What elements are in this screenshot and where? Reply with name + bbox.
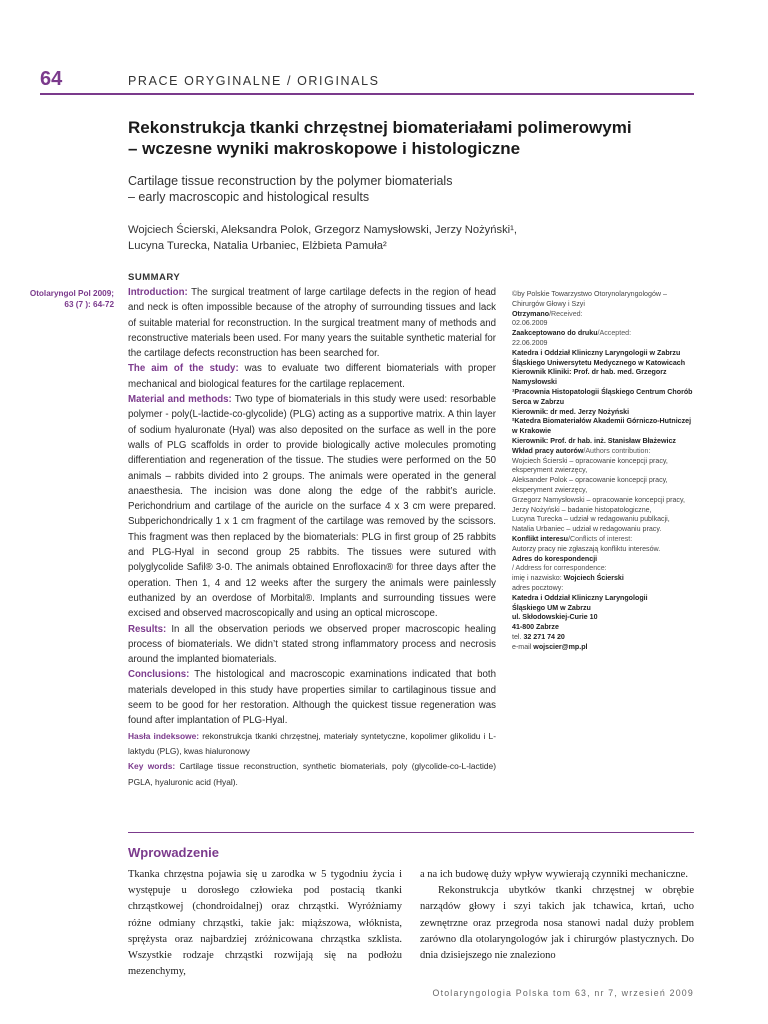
head-1: Kierownik Kliniki: Prof. dr hab. med. Grzegorz Namysłowski [512, 368, 667, 387]
keywords-pl [128, 729, 496, 760]
abstract-text: The surgical treatment of large cartilage defects in the region of head and neck is often impossible because of the atrophy of surrounding tissues and lack of suitable material for reconstruction. In the surgical treatment many of methods and reconstructive materials been used. For many years the suitable synthetic material for the cartilage defects reconstruction has been searched for. [128, 287, 496, 360]
accepted-label: Zaakceptowano do druku [512, 329, 598, 338]
accepted-label-en: /Accepted: [597, 329, 632, 338]
abstract-label: Material and methods: [128, 394, 232, 406]
conflict-text: Autorzy pracy nie zgłaszają konfliktu interesów. [512, 544, 661, 553]
journal-footer: Otolaryngologia Polska tom 63, nr 7, wrzesień 2009 [432, 988, 694, 998]
affiliation-2: ¹Pracownia Histopatologii Śląskiego Centrum Chorób Serca w Zabrzu [512, 387, 693, 406]
body-paragraph: a na ich budowę duży wpływ wywierają czynniki mechaniczne. [420, 869, 688, 880]
address-label-en: / Address for correspondence: [512, 564, 607, 573]
conflict-label: Konflikt interesu [512, 534, 568, 543]
body-paragraph: Tkanka chrzęstna pojawia się u zarodka w 5 tygodniu życia i występuje u dorosłego człowieka pod postacią tkanki chrząstkowej (chondroidalnej) oraz chrząstki. Wyróżniamy różne odmiany chrząstki, takie jak: miąższowa, włóknista, sprężysta oraz najbardziej zróżnicowana chrząstka szklista. Wszystkie rodzaje chrząstki rozwijają się na podłożu mezenchymy, [128, 869, 402, 978]
contribution-item: Aleksander Polok – opracowanie koncepcji pracy, eksperyment zwierzęcy, [512, 476, 668, 494]
citation-line-1: Otolaryngol Pol 2009; [29, 289, 114, 298]
citation [20, 288, 114, 310]
body-column-left [128, 867, 402, 980]
abstract-text: In all the observation periods we observed proper macroscopic healing process of biomaterials. We didn’t stated strong inflammatory process and necrosis around the implanted biomaterials. [128, 623, 496, 666]
authors-line-2: Lucyna Turecka, Natalia Urbaniec, Elżbieta Pamuła² [128, 240, 387, 252]
accepted [512, 329, 698, 339]
abstract-label: The aim of the study: [128, 363, 239, 375]
body-column-right [420, 867, 694, 964]
title-en-line-2: – early macroscopic and histological results [128, 190, 370, 204]
contrib-label: Wkład pracy autorów [512, 446, 584, 455]
keywords-en-text: Cartilage tissue reconstruction, synthetic biomaterials, poly (glycolide-co-L-lactide) PGLA, hyaluronic acid (Hyal). [128, 761, 496, 787]
abstract-label: Conclusions: [128, 669, 190, 681]
contribution-item: Natalia Urbaniec – udział w redagowaniu pracy. [512, 525, 662, 534]
affiliation-3: ²Katedra Biomateriałów Akademii Górniczo-Hutniczej w Krakowie [512, 417, 692, 436]
page-number: 64 [40, 68, 63, 90]
intro-heading: Wprowadzenie [128, 845, 220, 860]
abstract-aim [128, 361, 496, 392]
head-2: Kierownik: dr med. Jerzy Nożyński [512, 407, 630, 416]
abstract-results [128, 622, 496, 668]
email [512, 643, 698, 653]
abstract-text: Two type of biomaterials in this study were used: resorbable polymer - poly(L-lactide-co-glycolide) (PLG) acting as a supportive matrix. A thin layer of sodium hyaluronate (Hyal) was also deposited on the surface as well in the pore walls of PLG scaffolds in order to provide biologically active molecules promoting differentiation and regeneration of the tissue. The studies were performed on the 50 animals – rabbits divided into 2 groups. The animals were operated in the general anaesthesia. The incision was done along the edge of the rabbit’s auricle. Perichondrium and cartilage of the auricle on the surface 4 x 3 cm were prepared. Subperichondrically 1 x 1 cm fragment of the cartilage was removed by the scissors. This fragment was then replaced by the biomaterials: PLG in first group of 25 rabbits and PLG-Hyal in second group 25 rabbits. The tissues were sutured with polyglycolide Safil® 3-0. The animals obtained Enrofloxacin® for three days after the operation. Then 1, 4 and 12 weeks after the surgery the animals were painlessly euthanized by an overdose of Morbital®. Implants and surrounding tissues were excised and observed macroscopically and using an optical microscope. [128, 394, 496, 620]
address-line: ul. Skłodowskiej-Curie 10 [512, 613, 598, 622]
accepted-date: 22.06.2009 [512, 338, 548, 347]
keywords-pl-label: Hasła indeksowe: [128, 730, 200, 741]
abstract-label: Results: [128, 623, 167, 635]
abstract-divider [128, 832, 694, 833]
title-pl-line-1: Rekonstrukcja tkanki chrzęstnej biomateriałami polimerowymi [128, 118, 632, 137]
name-label: imię i nazwisko: [512, 574, 564, 583]
contributions-heading [512, 447, 698, 457]
article-title-pl [128, 117, 688, 159]
contrib-label-en: /Authors contribution: [583, 446, 651, 455]
abstract-introduction [128, 285, 496, 361]
header-rule [40, 93, 694, 95]
keywords-en-label: Key words: [128, 761, 176, 772]
abstract-text: The histological and macroscopic examinations indicated that both materials developed in this study have properties similar to cartilaginous tissue and seem to be good for her restoration. Although the quickest tissue regeneration was found after implantation of PLG-Hyal. [128, 669, 496, 727]
received-label: Otrzymano [512, 309, 550, 318]
email-address[interactable]: wojscier@mp.pl [533, 642, 588, 651]
keywords-en [128, 759, 496, 790]
address-label: Adres do korespondencji [512, 554, 598, 563]
article-info-sidebar [512, 290, 698, 652]
abstract-text: was to evaluate two different biomaterials with proper mechanical and biological features for the cartilage replacement. [128, 363, 496, 390]
received-date: 02.06.2009 [512, 319, 548, 328]
contribution-item: Lucyna Turecka – udział w redagowaniu publkacji, [512, 515, 670, 524]
correspondent-name: Wojciech Ścierski [563, 574, 624, 583]
phone-label: tel. [512, 632, 524, 641]
abstract-conclusions [128, 667, 496, 728]
email-label: e-mail [512, 642, 534, 651]
keywords-pl-text: rekonstrukcja tkanki chrzęstnej, materiały syntetyczne, kopolimer glikolidu i L-laktydu (PLG), kwas hialuronowy [128, 730, 496, 756]
address-line: 41-800 Zabrze [512, 623, 559, 632]
contribution-item: Wojciech Ścierski – opracowanie koncepcji pracy, eksperyment zwierzęcy, [512, 456, 668, 475]
article-title-en [128, 173, 688, 205]
citation-line-2: 63 (7 ): 64-72 [64, 300, 114, 309]
correspondent [512, 574, 698, 584]
summary-label: SUMMARY [128, 272, 181, 283]
received [512, 310, 698, 320]
postal-label: adres pocztowy: [512, 583, 564, 592]
abstract-label: Introduction: [128, 287, 188, 298]
address-line: Katedra i Oddział Kliniczny Laryngologii [512, 593, 648, 602]
authors-line-1: Wojciech Ścierski, Aleksandra Polok, Grzegorz Namysłowski, Jerzy Nożyński¹, [128, 224, 517, 236]
received-label-en: /Received: [549, 309, 583, 318]
affiliation-1: Katedra i Oddział Kliniczny Laryngologii w Zabrzu Śląskiego Uniwersytetu Medycznego w Katowicach [512, 348, 686, 367]
section-header: PRACE ORYGINALNE / ORIGINALS [128, 74, 380, 88]
phone-number: 32 271 74 20 [523, 632, 565, 641]
contribution-item: Jerzy Nożyński – badanie histopatologiczne, [512, 505, 652, 514]
abstract-methods [128, 392, 496, 621]
title-pl-line-2: – wczesne wyniki makroskopowe i histologiczne [128, 139, 521, 158]
conflict-heading [512, 535, 698, 545]
phone [512, 633, 698, 643]
conflict-label-en: /Conflicts of interest: [567, 534, 633, 543]
address-line: Śląskiego UM w Zabrzu [512, 603, 591, 612]
title-en-line-1: Cartilage tissue reconstruction by the polymer biomaterials [128, 174, 453, 188]
body-paragraph: Rekonstrukcja ubytków tkanki chrzęstnej w obrębie narządów głowy i szyi takich jak tchawica, krtań, ucho zewnętrzne oraz przegroda nosa stanowi nadal duży problem zarówno dla otolaryngologów jak i chirurgów plastycznych. Do dnia dzisiejszego nie znaleziono [420, 885, 694, 962]
contribution-item: Grzegorz Namysłowski – opracowanie koncepcji pracy, [512, 495, 685, 504]
address-heading [512, 555, 698, 565]
head-3: Kierownik: Prof. dr hab. inż. Stanisław Błażewicz [512, 436, 676, 445]
copyright: ©by Polskie Towarzystwo Otorynolaryngologów – Chirurgów Głowy i Szyi [512, 290, 667, 308]
abstract [128, 285, 496, 790]
authors [128, 222, 688, 254]
